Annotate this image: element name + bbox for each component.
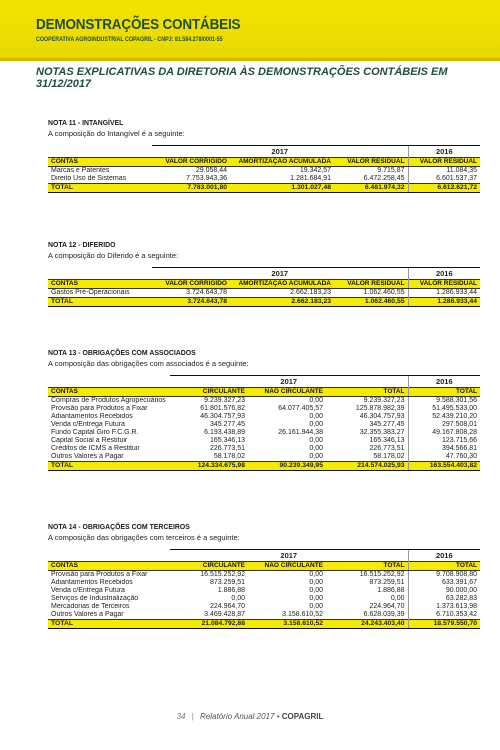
amount-cell: 0,00 [309,413,323,420]
total-amount: 18.579.550,70 [408,620,480,629]
amount-cell: 52.439.210,20 [408,413,480,421]
year-header-blank [48,376,170,388]
year-2017-header: 2017 [152,268,408,280]
column-header-row [48,158,480,167]
year-header-row [48,376,480,388]
amount-cell: 19.342,57 [299,167,331,174]
amount-cell: 0,00 [390,595,405,602]
amount-cell: 6.710.353,42 [408,611,480,620]
table-row [48,413,480,421]
amount-cell: 90.000,00 [408,587,480,595]
amount-cell: 1.286.933,44 [408,289,480,298]
amount-cell: 345.277,45 [369,421,405,428]
total-label: TOTAL [48,620,170,629]
amount-cell: 345.277,45 [209,421,245,428]
year-2016-header: 2016 [408,376,480,388]
total-amount: 1.301.027,48 [230,184,334,193]
account-name: Venda c/Entrega Futura [51,421,125,428]
header-underline [0,58,500,61]
column-header: AMORTIZAÇÃO ACUMULADA [230,280,334,289]
account-name: Provisão para Produtos a Fixar [51,571,148,578]
section-title: NOTAS EXPLICATIVAS DA DIRETORIA ÀS DEMONSTRAÇÕES CONTÁBEIS EM 31/12/2017 [36,66,448,90]
amount-cell: 11.084,35 [408,167,480,176]
financial-table [48,375,480,471]
column-header: CONTAS [48,562,170,571]
table-row [48,603,480,611]
total-amount: 124.334.675,98 [170,462,248,471]
account-name: Créditos de ICMS a Restituir [51,445,140,452]
table-row [48,405,480,413]
total-amount: 6.612.621,72 [408,184,480,193]
amount-cell: 1.886,88 [377,587,405,594]
account-name: Capital Social a Restituir [51,437,128,444]
total-amount: 214.574.025,93 [326,462,408,471]
amount-cell: 29.058,44 [195,167,227,174]
column-header: CIRCULANTE [170,388,248,397]
total-amount: 24.243.403,40 [326,620,408,629]
total-label: TOTAL [48,184,152,193]
financial-table [48,267,480,307]
note-title: NOTA 13 - OBRIGAÇÕES COM ASSOCIADOS [48,348,196,357]
account-name: Outros Valores a Pagar [51,611,124,618]
footer-bullet: • [276,712,280,721]
column-header-row [48,280,480,289]
amount-cell: 1.062.460,55 [363,289,405,296]
amount-cell: 1.281.684,91 [290,175,331,182]
amount-cell: 226.773,51 [209,445,245,452]
column-header: VALOR RESIDUAL [334,158,408,167]
amount-cell: 7.753.943,36 [186,175,227,182]
account-name: Provisão para Produtos a Fixar [51,405,148,412]
account-name: Marcas e Patentes [51,167,110,174]
note-block [48,118,476,193]
amount-cell: 165.346,13 [209,437,245,444]
amount-cell: 9.708.908,80 [408,571,480,580]
amount-cell: 6.628.039,39 [363,611,405,618]
column-header: NÃO CIRCULANTE [248,388,326,397]
amount-cell: 394.566,81 [408,445,480,453]
amount-cell: 9.239.327,23 [204,397,245,404]
year-header-blank [48,550,170,562]
total-row [48,298,480,307]
footer-report-name: Relatório Anual 2017 [200,712,275,721]
amount-cell: 9.239.327,23 [363,397,405,404]
table-row [48,579,480,587]
total-row [48,184,480,193]
note-title: NOTA 12 - DIFERIDO [48,240,116,249]
total-amount: 7.783.001,80 [152,184,230,193]
amount-cell: 224.964,70 [209,603,245,610]
total-row [48,620,480,629]
amount-cell: 224.964,70 [369,603,405,610]
note-block [48,522,476,629]
amount-cell: 873.259,51 [369,579,405,586]
amount-cell: 226.773,51 [369,445,405,452]
amount-cell: 6.601.537,37 [408,175,480,184]
total-label: TOTAL [48,298,152,307]
amount-cell: 3.724.643,78 [186,289,227,296]
year-2017-header: 2017 [152,146,408,158]
amount-cell: 3.469.428,87 [204,611,245,618]
total-amount: 90.239.349,95 [248,462,326,471]
financial-table [48,145,480,193]
total-amount: 6.481.974,32 [334,184,408,193]
account-name: Serviços de Industrialização [51,595,139,602]
amount-cell: 6.472.258,45 [363,175,405,182]
amount-cell: 123.715,66 [408,437,480,445]
note-intro: A composição do Intangível é a seguinte: [48,129,185,138]
year-2016-header: 2016 [408,268,480,280]
account-name: Compras de Produtos Agropecuários [51,397,166,404]
amount-cell: 0,00 [309,571,323,578]
amount-cell: 9.715,87 [377,167,405,174]
amount-cell: 32.355.383,27 [359,429,405,436]
amount-cell: 0,00 [309,579,323,586]
amount-cell: 64.077.405,57 [278,405,323,412]
total-amount: 3.724.643,78 [152,298,230,307]
year-2016-header: 2016 [408,550,480,562]
amount-cell: 297.508,01 [408,421,480,429]
amount-cell: 6.193.438,89 [204,429,245,436]
table-row [48,397,480,406]
column-header: TOTAL [408,388,480,397]
amount-cell: 46.304.757,93 [359,413,405,420]
amount-cell: 0,00 [309,421,323,428]
amount-cell: 16.515.252,92 [200,571,245,578]
amount-cell: 26.161.944,38 [278,429,323,436]
column-header: AMORTIZAÇÃO ACUMULADA [230,158,334,167]
year-header-blank [48,268,152,280]
account-name: Venda c/Entrega Futura [51,587,125,594]
year-header-row [48,550,480,562]
column-header: TOTAL [326,388,408,397]
column-header: NÃO CIRCULANTE [248,562,326,571]
table-row [48,445,480,453]
table-row [48,289,480,298]
amount-cell: 0,00 [309,603,323,610]
header-bar [0,0,500,58]
year-header-blank [48,146,152,158]
column-header: VALOR RESIDUAL [334,280,408,289]
amount-cell: 58.178,02 [373,453,405,460]
amount-cell: 0,00 [309,437,323,444]
table-row [48,587,480,595]
account-name: Direito Uso de Sistemas [51,175,127,182]
table-row [48,437,480,445]
note-intro: A composição do Diferido é a seguinte: [48,251,179,260]
total-amount: 3.158.610,52 [248,620,326,629]
column-header: CONTAS [48,388,170,397]
table-row [48,611,480,620]
account-name: Gastos Pré-Operacionais [51,289,130,296]
amount-cell: 1.886,88 [217,587,245,594]
note-intro: A composição das obrigações com terceiros é a seguinte: [48,533,240,542]
amount-cell: 58.178,02 [213,453,245,460]
year-2016-header: 2016 [408,146,480,158]
column-header-row [48,388,480,397]
account-name: Fundo Capital Giro F.C.G.R. [51,429,139,436]
total-label: TOTAL [48,462,170,471]
note-block [48,348,476,471]
amount-cell: 51.495.533,00 [408,405,480,413]
page-number: 34 [176,712,186,721]
amount-cell: 0,00 [309,453,323,460]
header-title: DEMONSTRAÇÕES CONTÁBEIS [36,16,241,33]
total-amount: 21.084.792,88 [170,620,248,629]
total-amount: 1.286.933,44 [408,298,480,307]
amount-cell: 2.662.183,23 [290,289,331,296]
year-2017-header: 2017 [170,376,408,388]
amount-cell: 1.373.613,98 [408,603,480,611]
amount-cell: 0,00 [309,397,323,404]
amount-cell: 16.515.252,92 [359,571,405,578]
amount-cell: 9.588.301,56 [408,397,480,406]
header-subtitle: COOPERATIVA AGROINDUSTRIAL COPAGRIL - CNPJ: 81.584.278/0001-55 [36,36,223,43]
table-row [48,175,480,184]
column-header: VALOR CORRIGIDO [152,158,230,167]
column-header: TOTAL [408,562,480,571]
amount-cell: 0,00 [309,595,323,602]
amount-cell: 873.259,51 [209,579,245,586]
amount-cell: 0,00 [309,587,323,594]
amount-cell: 633.391,67 [408,579,480,587]
note-intro: A composição das obrigações com associados é a seguinte: [48,359,249,368]
page-footer [0,712,500,721]
column-header: CONTAS [48,158,152,167]
amount-cell: 0,00 [231,595,245,602]
footer-separator: | [191,712,194,721]
table-row [48,421,480,429]
note-title: NOTA 14 - OBRIGAÇÕES COM TERCEIROS [48,522,190,531]
account-name: Adiantamentos Recebidos [51,413,133,420]
year-2017-header: 2017 [170,550,408,562]
total-row [48,462,480,471]
column-header: VALOR RESIDUAL [408,280,480,289]
table-row [48,429,480,437]
year-header-row [48,146,480,158]
column-header: VALOR CORRIGIDO [152,280,230,289]
table-row [48,595,480,603]
year-header-row [48,268,480,280]
amount-cell: 3.158.610,52 [282,611,323,618]
account-name: Mercadorias de Terceiros [51,603,130,610]
amount-cell: 49.167.808,28 [408,429,480,437]
note-block [48,240,476,307]
financial-table [48,549,480,629]
note-title: NOTA 11 - INTANGÍVEL [48,118,124,127]
amount-cell: 165.346,13 [369,437,405,444]
total-amount: 2.662.183,23 [230,298,334,307]
column-header-row [48,562,480,571]
amount-cell: 0,00 [309,445,323,452]
amount-cell: 125.878.982,39 [355,405,405,412]
column-header: TOTAL [326,562,408,571]
table-row [48,571,480,580]
amount-cell: 46.304.757,93 [200,413,245,420]
total-amount: 163.554.403,82 [408,462,480,471]
account-name: Adiantamentos Recebidos [51,579,133,586]
footer-brand: COPAGRIL [281,712,324,721]
column-header: CIRCULANTE [170,562,248,571]
amount-cell: 61.801.576,82 [200,405,245,412]
account-name: Outros Valores a Pagar [51,453,124,460]
column-header: CONTAS [48,280,152,289]
amount-cell: 63.282,83 [408,595,480,603]
amount-cell: 47.760,30 [408,453,480,462]
table-row [48,453,480,462]
table-row [48,167,480,176]
column-header: VALOR RESIDUAL [408,158,480,167]
total-amount: 1.062.460,55 [334,298,408,307]
